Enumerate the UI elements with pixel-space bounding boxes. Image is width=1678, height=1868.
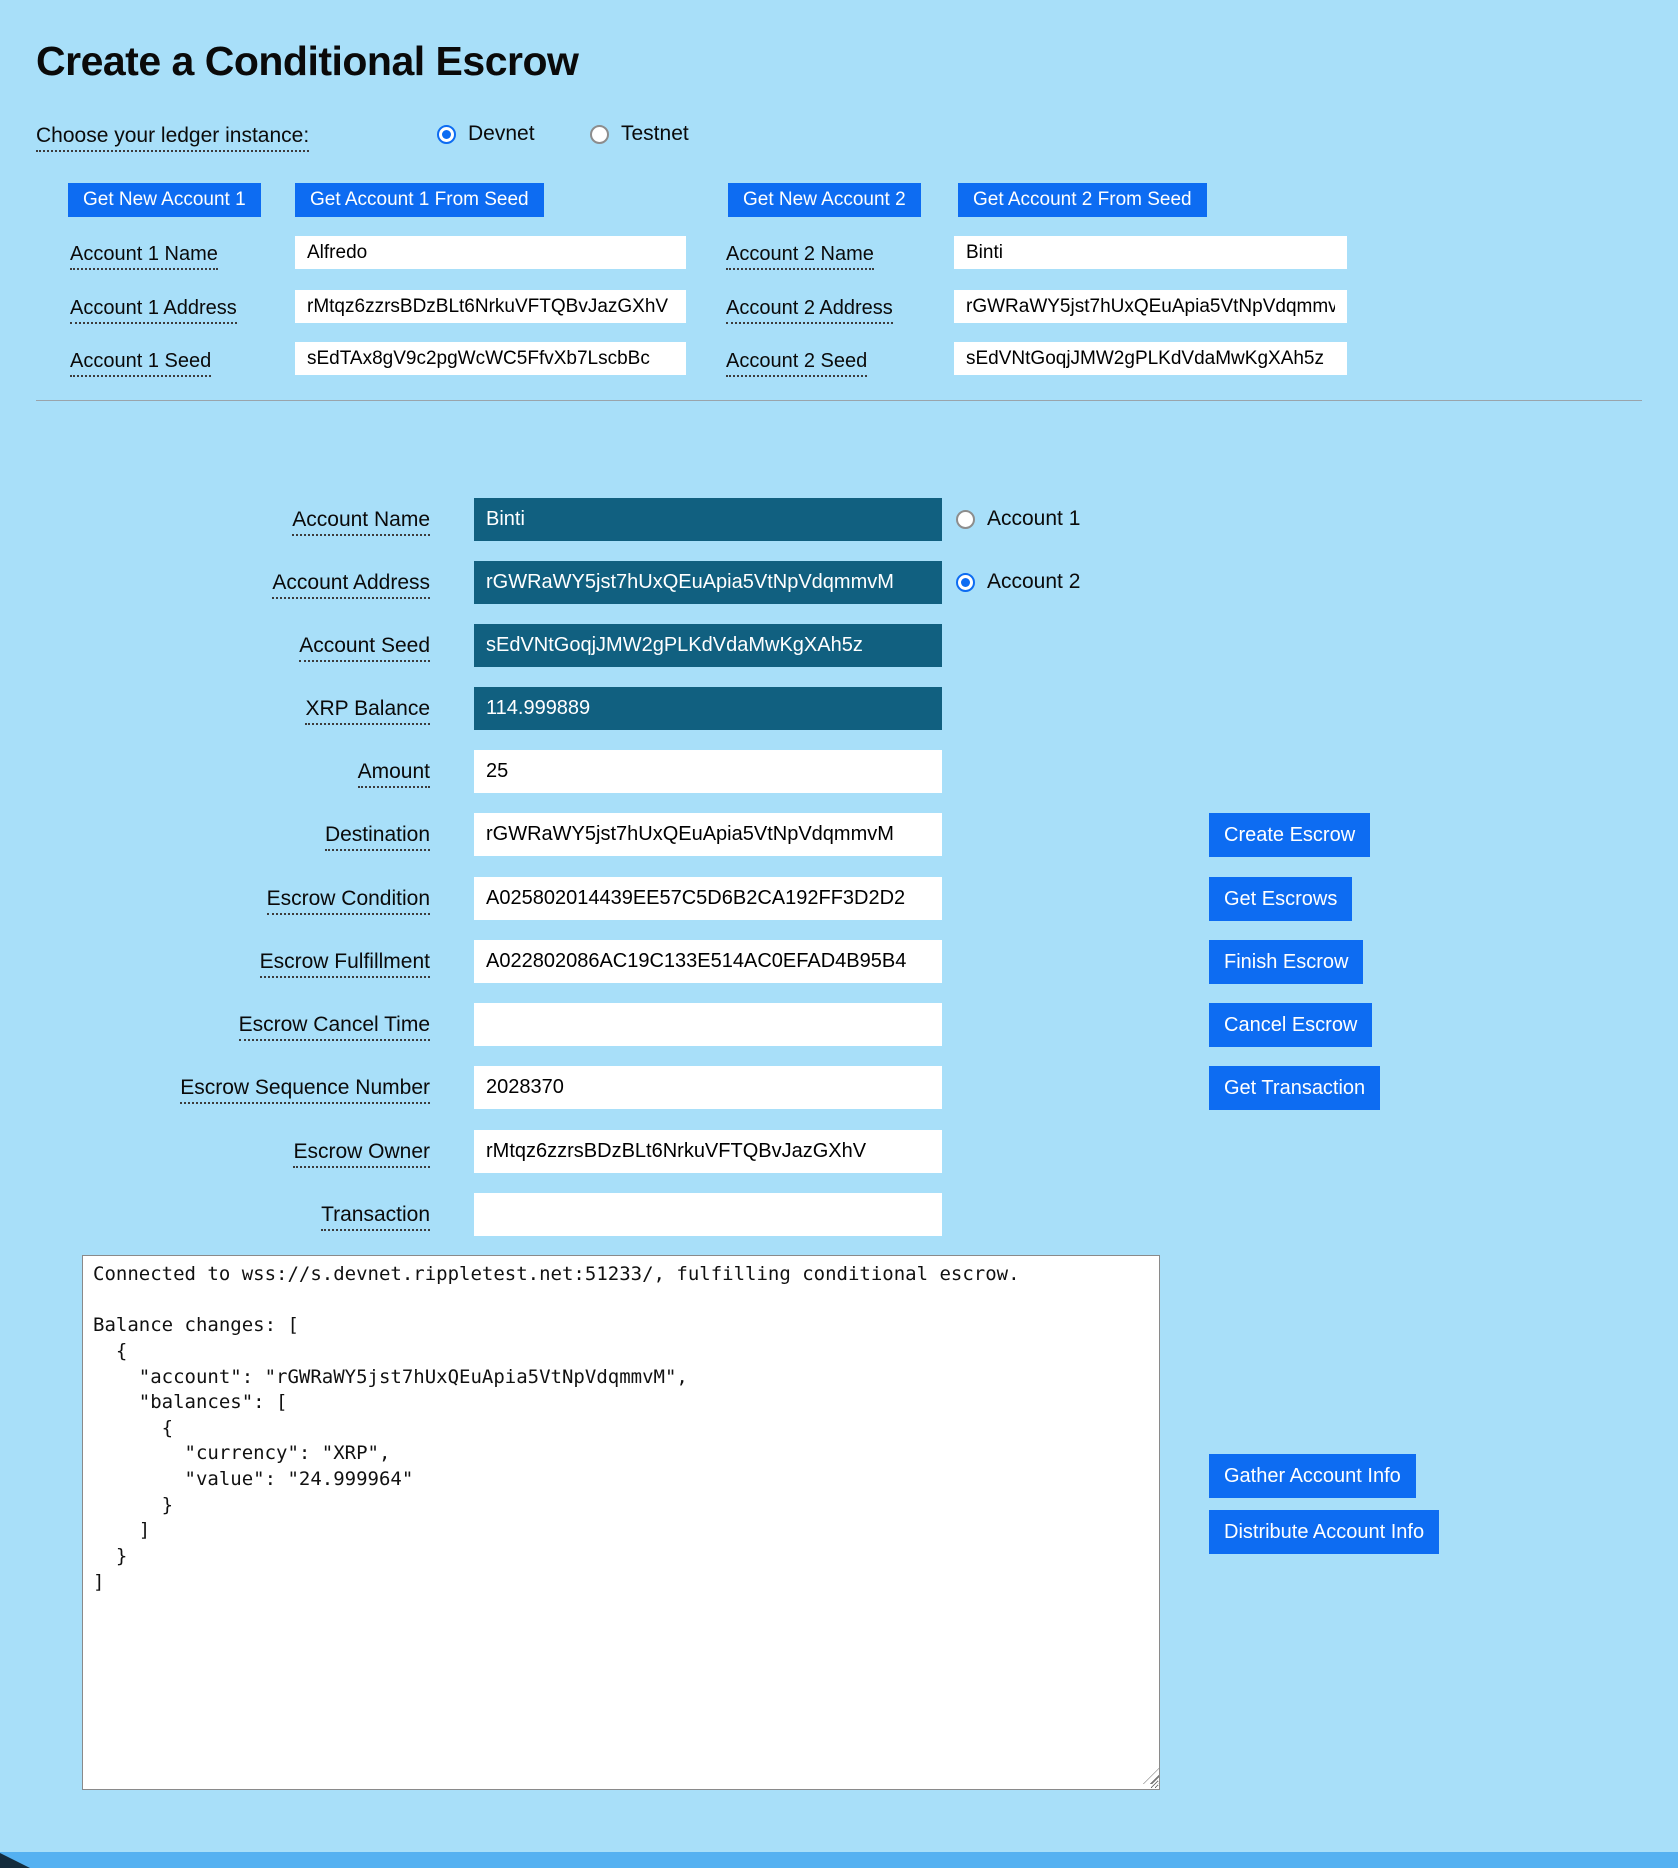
account-seed-field[interactable] [474,624,942,667]
account-2-seed-input[interactable] [954,342,1347,375]
transaction-input[interactable] [474,1193,942,1236]
get-escrows-button[interactable]: Get Escrows [1209,877,1352,921]
destination-label: Destination [100,823,430,847]
xrp-balance-field[interactable] [474,687,942,730]
amount-input[interactable] [474,750,942,793]
account-2-seed-label: Account 2 Seed [726,350,867,373]
transaction-label: Transaction [100,1203,430,1227]
ledger-instance-label-text: Choose your ledger instance: [36,124,309,152]
escrow-cancel-time-label: Escrow Cancel Time [100,1013,430,1037]
page-title: Create a Conditional Escrow [36,38,579,84]
account-address-field[interactable] [474,561,942,604]
escrow-owner-input[interactable] [474,1130,942,1173]
account-2-address-label: Account 2 Address [726,297,893,320]
account-2-address-input[interactable] [954,290,1347,323]
account-2-name-input[interactable] [954,236,1347,269]
get-new-account-2-button[interactable]: Get New Account 2 [728,183,921,217]
escrow-sequence-number-input[interactable] [474,1066,942,1109]
radio-devnet-label: Devnet [468,122,535,145]
distribute-account-info-button[interactable]: Distribute Account Info [1209,1510,1439,1554]
get-account-2-from-seed-button[interactable]: Get Account 2 From Seed [958,183,1207,217]
account-seed-label: Account Seed [100,634,430,658]
account-2-name-label: Account 2 Name [726,243,874,266]
escrow-cancel-time-input[interactable] [474,1003,942,1046]
get-account-1-from-seed-button[interactable]: Get Account 1 From Seed [295,183,544,217]
radio-account-2[interactable] [956,570,1080,594]
radio-account-1[interactable] [956,507,1080,531]
cancel-escrow-button[interactable]: Cancel Escrow [1209,1003,1372,1047]
radio-account-1-label: Account 1 [987,507,1081,530]
section-divider [36,400,1642,401]
radio-testnet-label: Testnet [621,122,689,145]
account-address-label: Account Address [100,571,430,595]
radio-account-2-control[interactable] [956,573,975,592]
results-textarea[interactable] [82,1255,1160,1790]
escrow-sequence-number-label: Escrow Sequence Number [100,1076,430,1100]
get-new-account-1-button[interactable]: Get New Account 1 [68,183,261,217]
finish-escrow-button[interactable]: Finish Escrow [1209,940,1363,984]
radio-account-2-label: Account 2 [987,570,1081,593]
radio-testnet[interactable] [590,122,689,146]
escrow-condition-label: Escrow Condition [100,887,430,911]
account-name-label: Account Name [100,508,430,532]
footer-strip [0,1852,1678,1868]
escrow-fulfillment-input[interactable] [474,940,942,983]
account-1-seed-input[interactable] [295,342,686,375]
radio-testnet-control[interactable] [590,125,609,144]
escrow-fulfillment-label: Escrow Fulfillment [100,950,430,974]
account-1-address-input[interactable] [295,290,686,323]
escrow-owner-label: Escrow Owner [100,1140,430,1164]
create-escrow-button[interactable]: Create Escrow [1209,813,1370,857]
account-1-seed-label: Account 1 Seed [70,350,211,373]
radio-account-1-control[interactable] [956,510,975,529]
xrp-balance-label: XRP Balance [100,697,430,721]
amount-label: Amount [100,760,430,784]
account-1-address-label: Account 1 Address [70,297,237,320]
destination-input[interactable] [474,813,942,856]
account-1-name-input[interactable] [295,236,686,269]
account-1-name-label: Account 1 Name [70,243,218,266]
gather-account-info-button[interactable]: Gather Account Info [1209,1454,1416,1498]
escrow-condition-input[interactable] [474,877,942,920]
ledger-instance-label [36,124,309,148]
account-name-field[interactable] [474,498,942,541]
get-transaction-button[interactable]: Get Transaction [1209,1066,1380,1110]
radio-devnet[interactable] [437,122,535,146]
radio-devnet-control[interactable] [437,125,456,144]
